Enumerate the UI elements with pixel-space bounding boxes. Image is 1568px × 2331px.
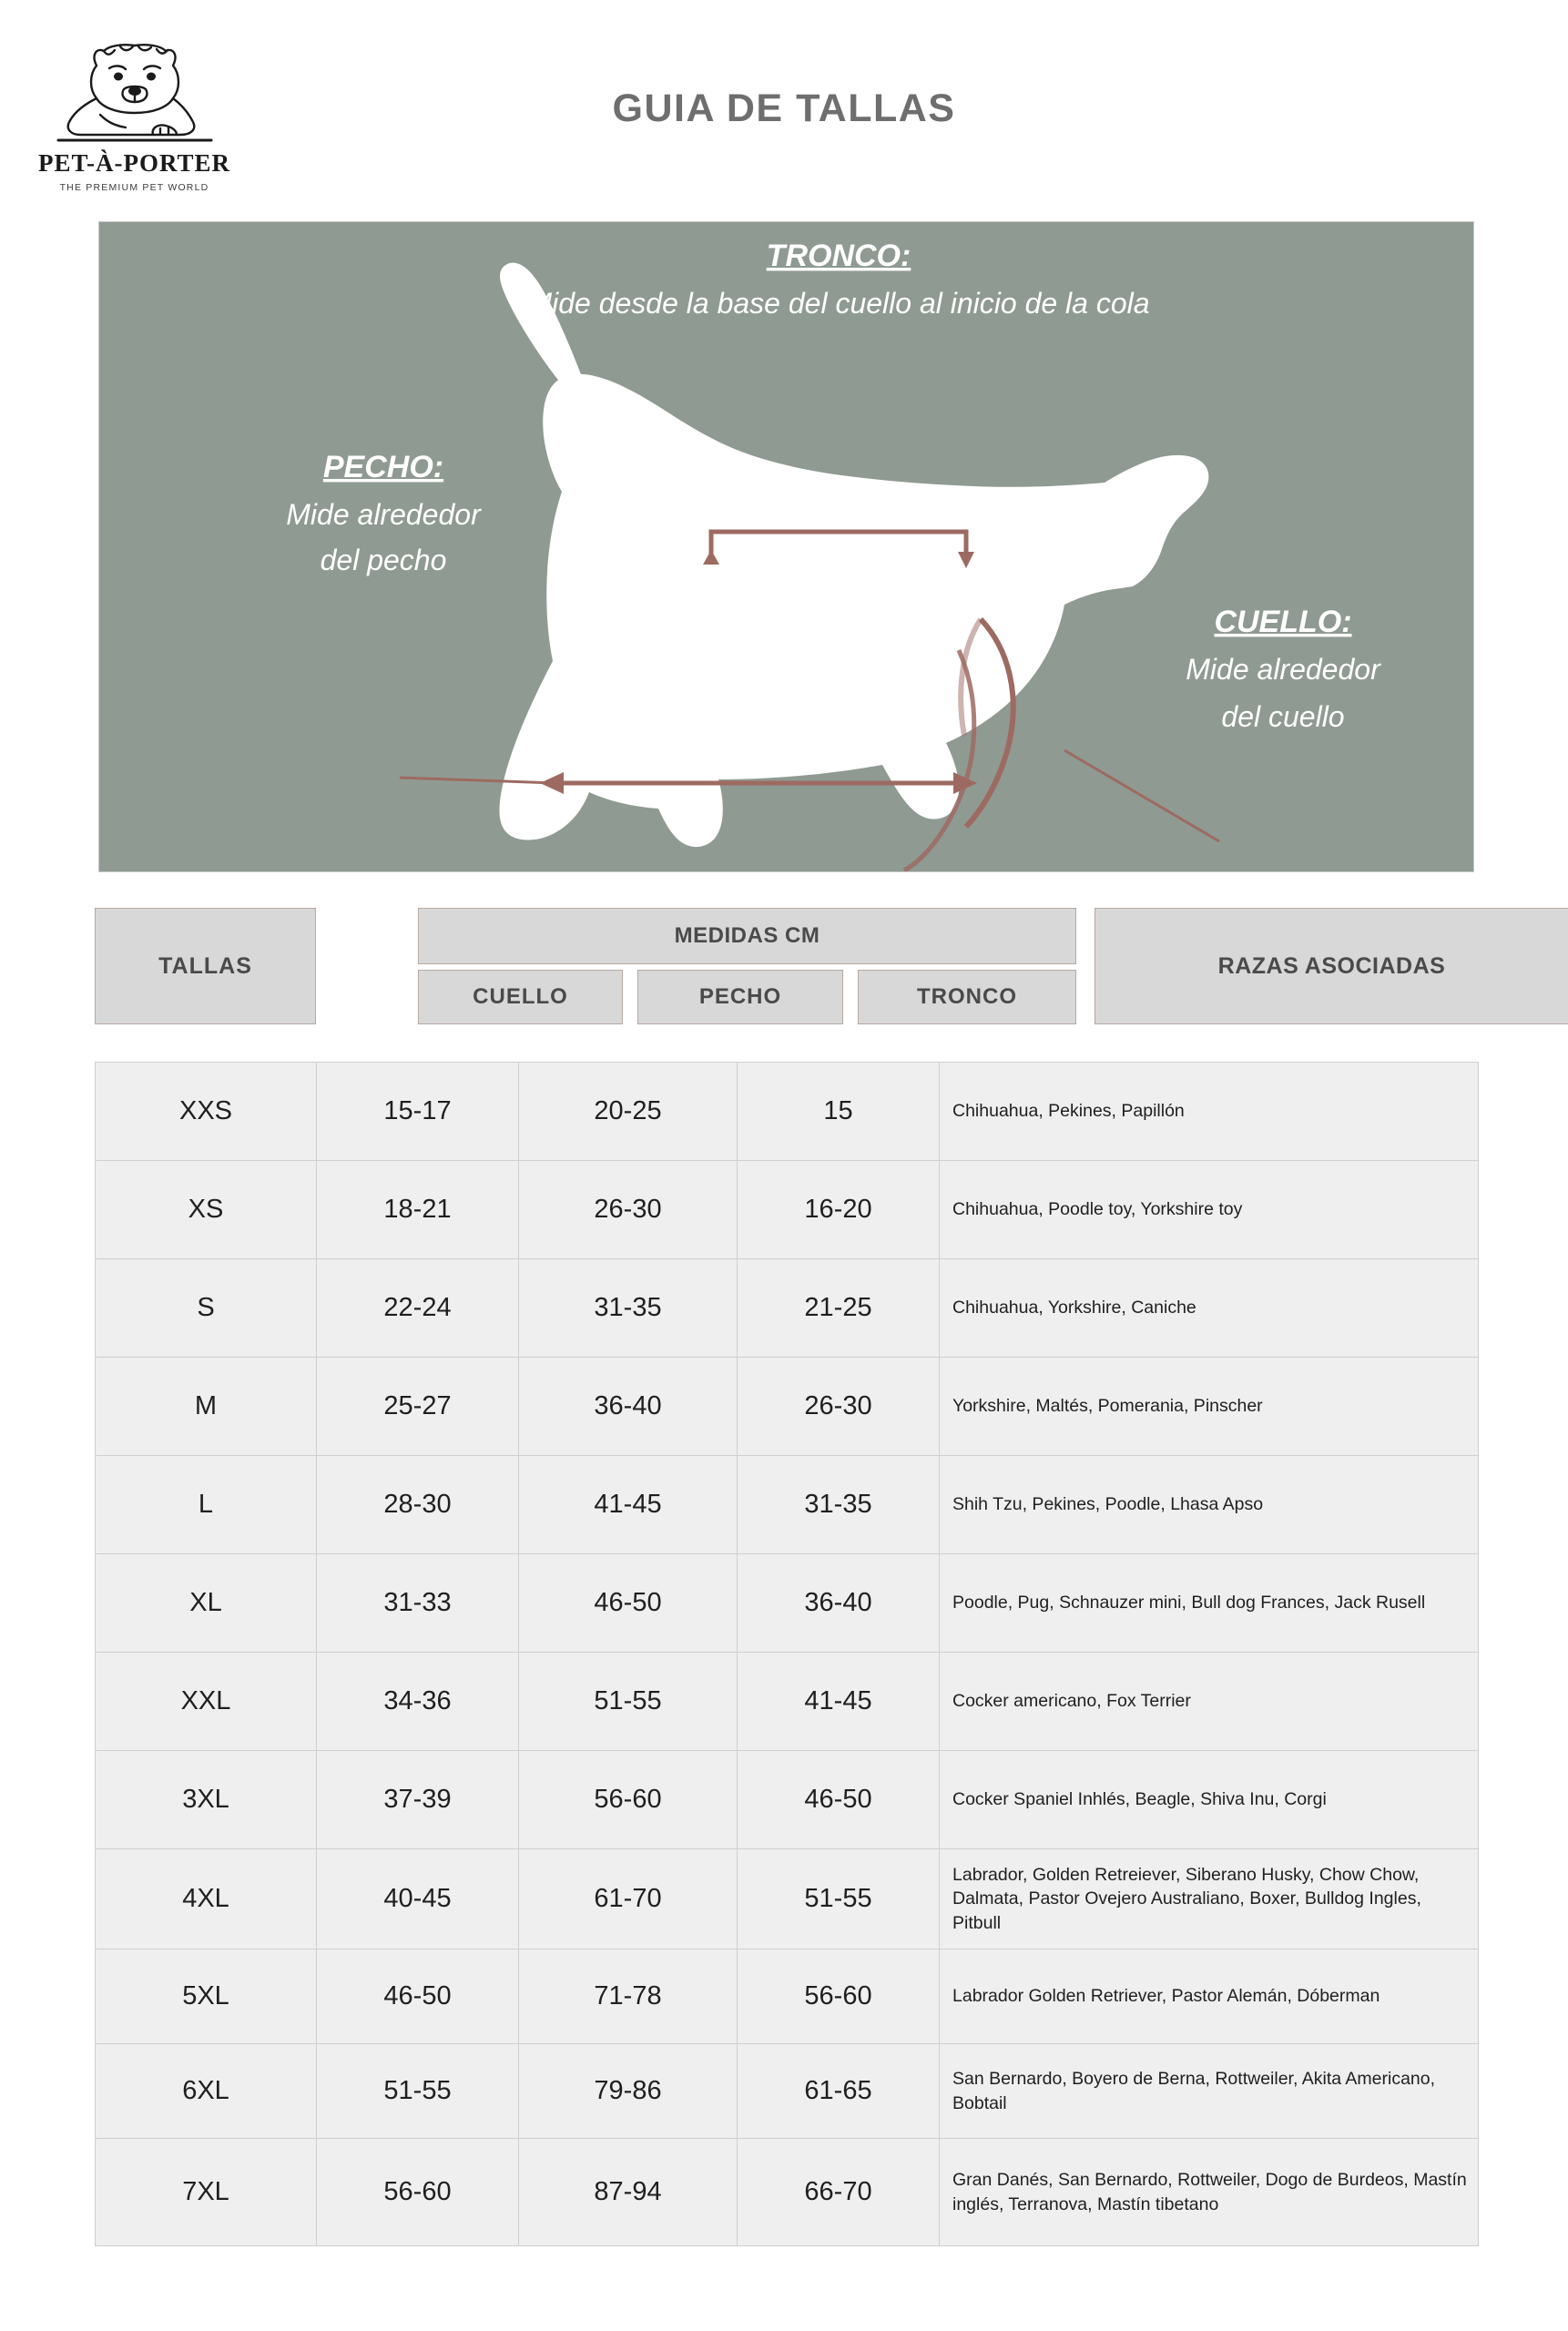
- cell-back: 66-70: [738, 2139, 940, 2246]
- table-row: [96, 1456, 1479, 1554]
- cell-neck: 40-45: [317, 1849, 519, 1949]
- cell-size: XS: [96, 1161, 317, 1259]
- cell-breeds: Shih Tzu, Pekines, Poodle, Lhasa Apso: [940, 1456, 1479, 1554]
- cell-breeds: Gran Danés, San Bernardo, Rottweiler, Dogo de Burdeos, Mastín inglés, Terranova, Mastín tibetano: [940, 2139, 1479, 2246]
- dog-measurement-illustration: [99, 222, 1473, 871]
- cell-back: 31-35: [738, 1456, 940, 1554]
- cell-back: 41-45: [738, 1653, 940, 1751]
- header-sizes: TALLAS: [95, 908, 316, 1024]
- table-row: [96, 2044, 1479, 2139]
- table-row: [96, 1554, 1479, 1653]
- cell-size: XL: [96, 1554, 317, 1653]
- cell-neck: 15-17: [317, 1063, 519, 1161]
- cell-breeds: Chihuahua, Pekines, Papillón: [940, 1063, 1479, 1161]
- cell-breeds: Labrador Golden Retriever, Pastor Alemán, Dóberman: [940, 1949, 1479, 2044]
- header-neck: CUELLO: [418, 970, 623, 1024]
- brand-name: PET-À-PORTER: [37, 149, 231, 177]
- table-row: [96, 1063, 1479, 1161]
- table-row: [96, 1259, 1479, 1358]
- cell-back: 21-25: [738, 1259, 940, 1358]
- table-row: [96, 1358, 1479, 1456]
- cell-chest: 61-70: [519, 1849, 738, 1949]
- tronco-label-title: TRONCO:: [766, 239, 911, 273]
- pecho-label-desc-1: Mide alrededor: [286, 498, 481, 531]
- table-row: [96, 1849, 1479, 1949]
- header-back: TRONCO: [858, 970, 1076, 1024]
- page-title: GUIA DE TALLAS: [612, 87, 956, 130]
- cell-neck: 51-55: [317, 2044, 519, 2139]
- header-measures-group: MEDIDAS CM: [418, 908, 1076, 964]
- cell-back: 26-30: [738, 1358, 940, 1456]
- cell-chest: 51-55: [519, 1653, 738, 1751]
- cell-back: 56-60: [738, 1949, 940, 2044]
- cell-neck: 37-39: [317, 1751, 519, 1849]
- tronco-label-desc: Mide desde la base del cuello al inicio de la cola: [527, 287, 1150, 320]
- cell-back: 36-40: [738, 1554, 940, 1653]
- cuello-label-desc-2: del cuello: [1221, 700, 1345, 733]
- cell-breeds: San Bernardo, Boyero de Berna, Rottweiler, Akita Americano, Bobtail: [940, 2044, 1479, 2139]
- table-header-group: [95, 895, 1478, 1024]
- cell-breeds: Yorkshire, Maltés, Pomerania, Pinscher: [940, 1358, 1479, 1456]
- header-breeds: RAZAS ASOCIADAS: [1095, 908, 1568, 1024]
- dog-silhouette-icon: [500, 374, 1209, 847]
- cell-chest: 26-30: [519, 1161, 738, 1259]
- cell-chest: 87-94: [519, 2139, 738, 2246]
- cell-chest: 36-40: [519, 1358, 738, 1456]
- cell-chest: 46-50: [519, 1554, 738, 1653]
- cell-size: L: [96, 1456, 317, 1554]
- size-table: [95, 1062, 1479, 2246]
- brand-tagline: THE PREMIUM PET WORLD: [59, 182, 209, 193]
- cell-back: 16-20: [738, 1161, 940, 1259]
- cell-chest: 41-45: [519, 1456, 738, 1554]
- cell-back: 61-65: [738, 2044, 940, 2139]
- cell-back: 51-55: [738, 1849, 940, 1949]
- cell-neck: 25-27: [317, 1358, 519, 1456]
- cell-breeds: Chihuahua, Yorkshire, Caniche: [940, 1259, 1479, 1358]
- cell-back: 15: [738, 1063, 940, 1161]
- table-row: [96, 1949, 1479, 2044]
- size-table-body: [96, 1063, 1479, 2246]
- cell-breeds: Poodle, Pug, Schnauzer mini, Bull dog Frances, Jack Rusell: [940, 1554, 1479, 1653]
- pecho-label-title: PECHO:: [322, 450, 444, 484]
- pecho-label-desc-2: del pecho: [320, 544, 447, 576]
- measurement-diagram: [98, 221, 1474, 872]
- table-row: [96, 2139, 1479, 2246]
- cell-neck: 28-30: [317, 1456, 519, 1554]
- cell-breeds: Chihuahua, Poodle toy, Yorkshire toy: [940, 1161, 1479, 1259]
- cell-breeds: Cocker americano, Fox Terrier: [940, 1653, 1479, 1751]
- cell-size: XXS: [96, 1063, 317, 1161]
- dog-tail-shape: [500, 263, 582, 383]
- page-header: [0, 0, 1568, 205]
- header-chest: PECHO: [637, 970, 843, 1024]
- cell-size: 4XL: [96, 1849, 317, 1949]
- cuello-label-desc-1: Mide alrededor: [1186, 653, 1380, 686]
- cell-neck: 18-21: [317, 1161, 519, 1259]
- cell-neck: 34-36: [317, 1653, 519, 1751]
- cell-neck: 46-50: [317, 1949, 519, 2044]
- cell-size: M: [96, 1358, 317, 1456]
- cuello-leader-line: [1064, 750, 1219, 841]
- cell-size: 3XL: [96, 1751, 317, 1849]
- table-row: [96, 1653, 1479, 1751]
- cell-back: 46-50: [738, 1751, 940, 1849]
- cell-size: XXL: [96, 1653, 317, 1751]
- table-row: [96, 1751, 1479, 1849]
- cell-chest: 31-35: [519, 1259, 738, 1358]
- table-row: [96, 1161, 1479, 1259]
- cell-chest: 20-25: [519, 1063, 738, 1161]
- cell-chest: 71-78: [519, 1949, 738, 2044]
- cell-neck: 22-24: [317, 1259, 519, 1358]
- cell-size: S: [96, 1259, 317, 1358]
- cell-breeds: Labrador, Golden Retreiever, Siberano Husky, Chow Chow, Dalmata, Pastor Ovejero Australiano, Boxer, Bulldog Ingles, Pitbull: [940, 1849, 1479, 1949]
- cuello-label-title: CUELLO:: [1214, 605, 1352, 639]
- cell-size: 5XL: [96, 1949, 317, 2044]
- cell-size: 7XL: [96, 2139, 317, 2246]
- cell-breeds: Cocker Spaniel Inhlés, Beagle, Shiva Inu, Corgi: [940, 1751, 1479, 1849]
- cell-size: 6XL: [96, 2044, 317, 2139]
- cell-chest: 56-60: [519, 1751, 738, 1849]
- cell-neck: 31-33: [317, 1554, 519, 1653]
- cell-neck: 56-60: [317, 2139, 519, 2246]
- cell-chest: 79-86: [519, 2044, 738, 2139]
